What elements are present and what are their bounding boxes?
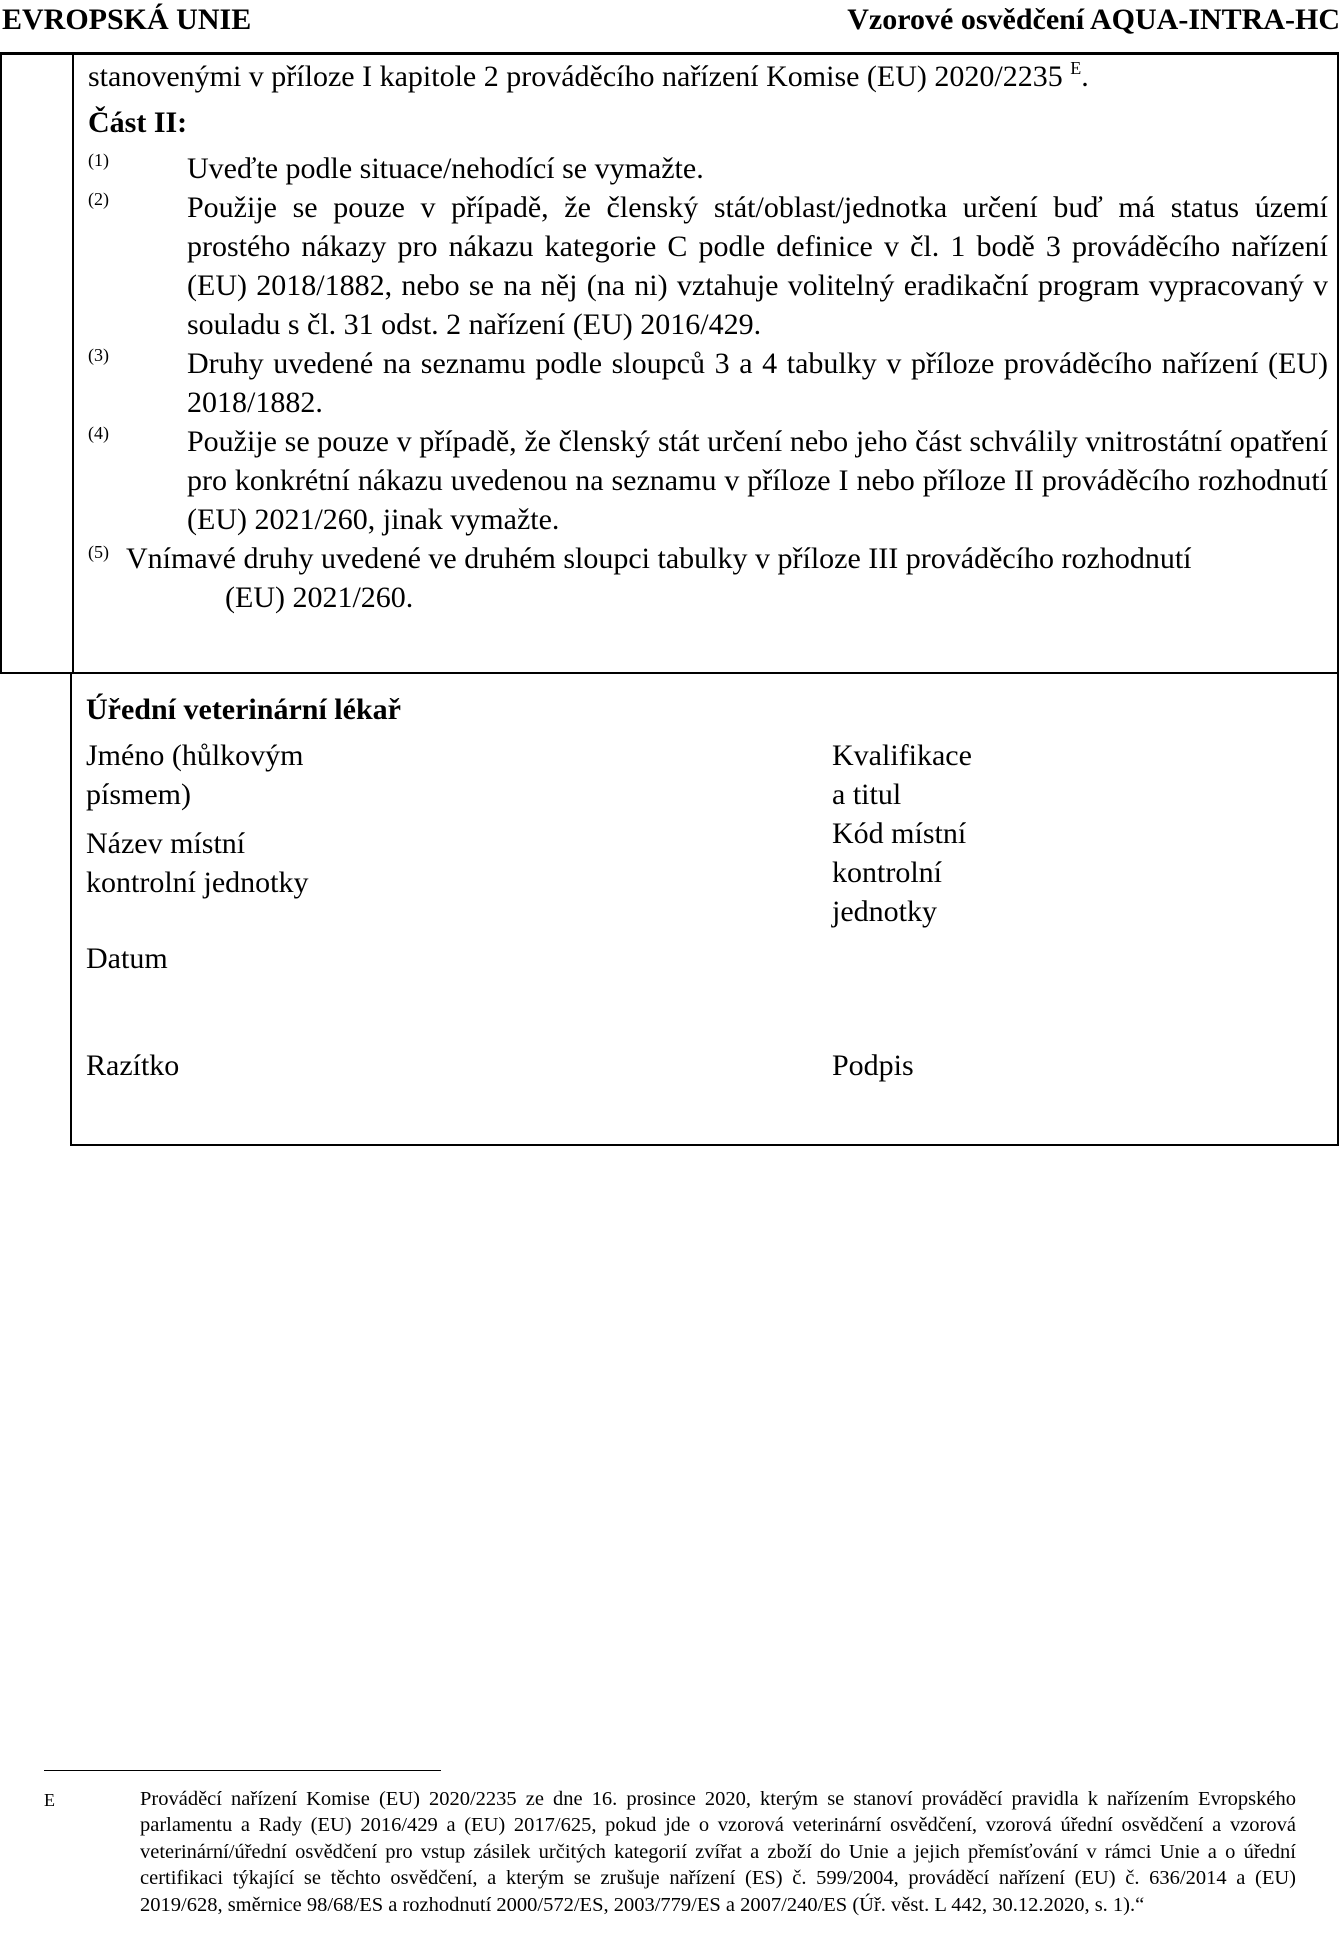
note-item	[88, 149, 1328, 188]
note-number: (3)	[88, 345, 109, 365]
notes-first-line	[88, 57, 1089, 96]
note-number: (2)	[88, 189, 109, 209]
qualification-label: Kvalifikace a titul	[832, 739, 972, 811]
local-unit-name-label: Název místní kontrolní jednotky	[86, 827, 309, 899]
note-text: Uveďte podle situace/nehodící se vymažte.	[187, 152, 704, 185]
header-left: EVROPSKÁ UNIE	[2, 3, 252, 36]
footnote-separator	[44, 1770, 441, 1771]
name-label: Jméno (hůlkovým písmem)	[86, 739, 304, 811]
note-number: (1)	[88, 150, 109, 170]
note-number: (5)	[88, 542, 109, 562]
note-text-continuation: (EU) 2021/260.	[225, 581, 414, 614]
stamp-label: Razítko	[86, 1049, 180, 1082]
footnote-text: Prováděcí nařízení Komise (EU) 2020/2235 ze dne 16. prosince 2020, kterým se stanoví prováděcí pravidla k nařízením Evropského parlamentu a Rady (EU) 2016/429 a (EU) 2017/625, pokud jde o vzorová veterinární osvědčení, vzorová úřední osvědčení a vzorová veterinární/úřední osvědčení pro vstup zásilek určitých kategorií zvířat a zboží do Unie a jejich přemísťování v rámci Unie a o úřední certifikaci týkající se těchto osvědčení, a kterým se zrušuje nařízení (ES) č. 599/2004, prováděcí nařízení (EU) č. 636/2014 a (EU) 2019/628, směrnice 98/68/ES a rozhodnutí 2000/572/ES, 2003/779/ES a 2007/240/ES (Úř. věst. L 442, 30.12.2020, s. 1).“	[140, 1788, 1296, 1916]
note-item	[88, 344, 1328, 422]
first-line-text: stanovenými v příloze I kapitole 2 prováděcího nařízení Komise (EU) 2020/2235	[88, 60, 1063, 93]
footnote-mark: E	[44, 1790, 55, 1810]
note-item	[88, 422, 1328, 539]
note-item	[88, 539, 1328, 617]
header-right: Vzorové osvědčení AQUA-INTRA-HC	[847, 3, 1340, 36]
signature-label: Podpis	[832, 1049, 914, 1082]
part-title: Část II:	[88, 106, 188, 139]
note-text: Vnímavé druhy uvedené ve druhém sloupci tabulky v příloze III prováděcího rozhodnutí	[126, 542, 1192, 575]
first-line-end: .	[1081, 60, 1089, 93]
footnote-ref-e: E	[1070, 58, 1082, 78]
note-text: Použije se pouze v případě, že členský stát/oblast/jednotka určení buď má status území prostého nákazy pro nákazu kategorie C podle definice v čl. 1 bodě 3 prováděcího nařízení (EU) 2018/1882, nebo se na něj (na ni) vztahuje volitelný eradikační program vypracovaný v souladu s čl. 31 odst. 2 nařízení (EU) 2016/429.	[187, 191, 1328, 341]
note-text: Použije se pouze v případě, že členský stát určení nebo jeho část schválily vnitrostátní opatření pro konkrétní nákazu uvedenou na seznamu v příloze I nebo příloze II prováděcího rozhodnutí (EU) 2021/260, jinak vymažte.	[187, 425, 1328, 536]
signature-box	[70, 674, 1339, 1146]
date-label: Datum	[86, 942, 168, 975]
notes-box	[0, 52, 1339, 674]
note-number: (4)	[88, 423, 109, 443]
local-unit-code-label: Kód místní kontrolní jednotky	[832, 817, 967, 928]
note-text: Druhy uvedené na seznamu podle sloupců 3 a 4 tabulky v příloze prováděcího nařízení (EU) 2018/1882.	[187, 347, 1328, 419]
signature-title: Úřední veterinární lékař	[86, 693, 401, 726]
note-text-block	[88, 539, 1328, 617]
note-item	[88, 188, 1328, 344]
notes-divider	[72, 55, 74, 672]
